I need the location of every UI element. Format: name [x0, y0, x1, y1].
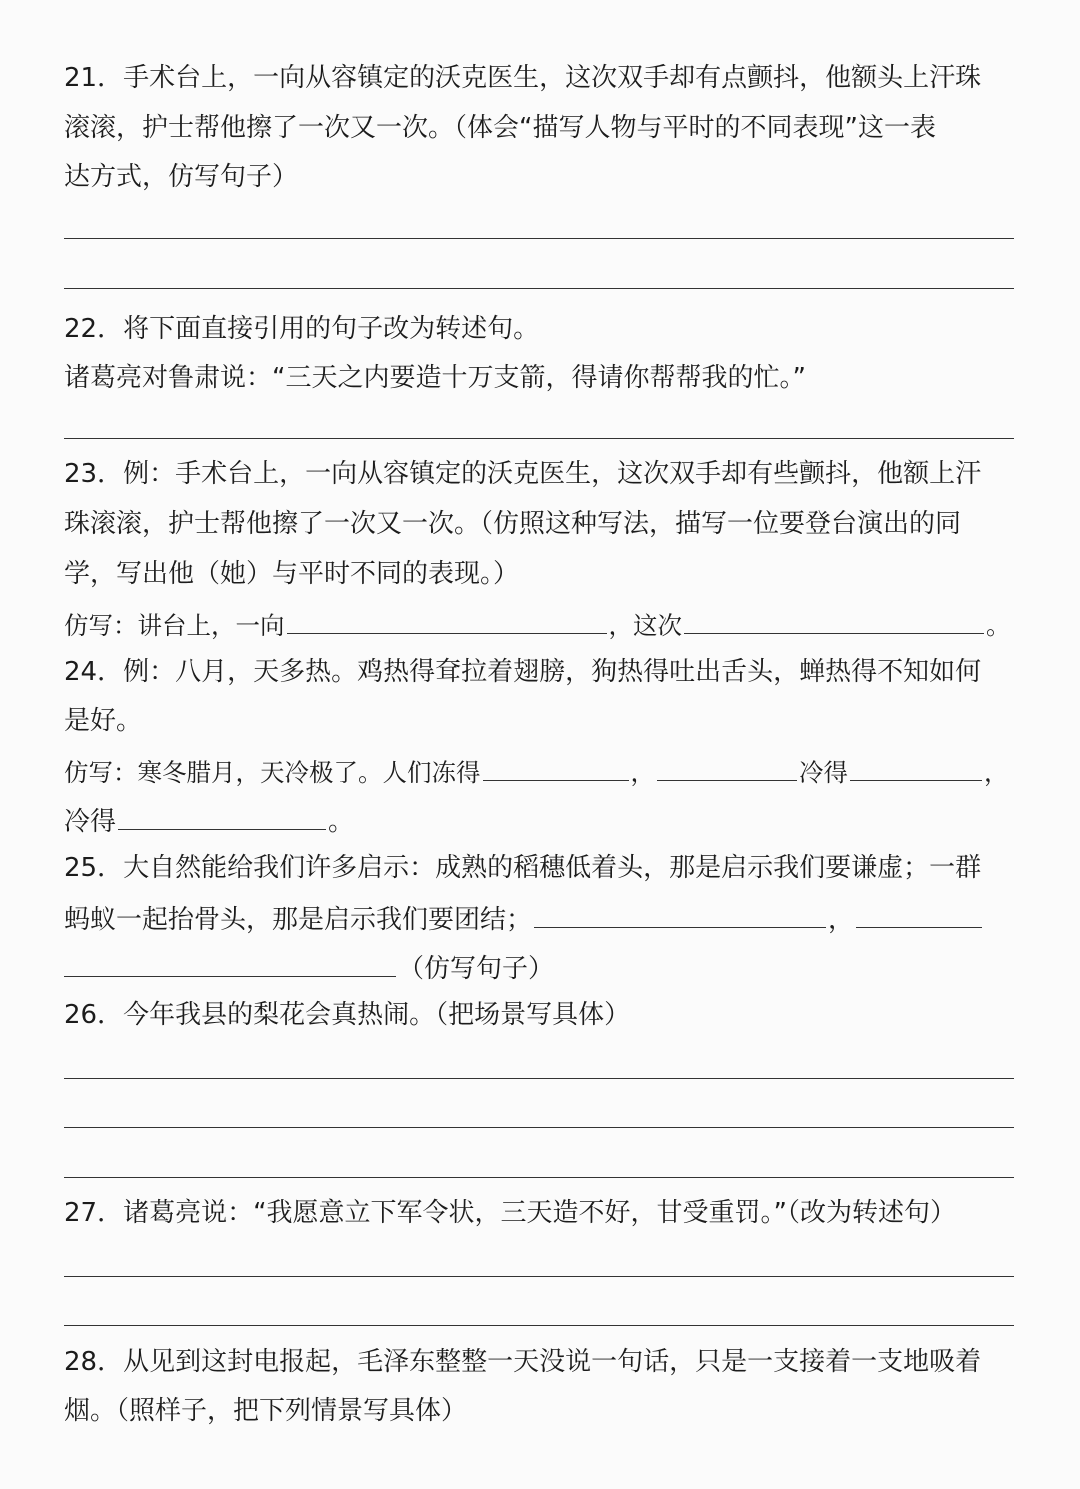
q23-fill-end: 。 [986, 611, 1011, 640]
q25-text-line-2 [64, 899, 1014, 938]
q25-text-line-2-body: 蚂蚁一起抬骨头，那是启示我们要团结； [64, 905, 533, 935]
q24-comma-2: ， [984, 758, 1009, 787]
q27-answer-line-2[interactable] [64, 1325, 1014, 1326]
q21-answer-line-1[interactable] [64, 238, 1014, 239]
q24-blank-3[interactable] [850, 752, 982, 781]
q24-cold-label-1: 冷得 [799, 758, 848, 787]
q23-blank-2[interactable] [684, 605, 984, 634]
q24-blank-4[interactable] [118, 801, 326, 830]
q26-answer-line-2[interactable] [64, 1127, 1014, 1128]
q25-comma: ， [828, 905, 855, 935]
q27-text-line-1: 27．诸葛亮说：“我愿意立下军令状，三天造不好，甘受重罚。”（改为转述句） [64, 1198, 957, 1228]
q24-fill-prefix: 仿写：寒冬腊月，天冷极了。人们冻得 [64, 758, 481, 787]
q22-text-line-2: 诸葛亮对鲁肃说：“三天之内要造十万支箭，得请你帮帮我的忙。” [64, 363, 806, 393]
q24-blank-1[interactable] [483, 752, 629, 781]
q25-blank-3[interactable] [64, 948, 396, 977]
q25-text-line-3 [64, 948, 1014, 987]
q25-blank-1[interactable] [534, 899, 826, 928]
q27-answer-line-1[interactable] [64, 1276, 1014, 1277]
q23-blank-1[interactable] [287, 605, 607, 634]
q21-answer-line-2[interactable] [64, 288, 1014, 289]
q26-answer-line-3[interactable] [64, 1177, 1014, 1178]
q23-text-line-2: 珠滚滚，护士帮他擦了一次又一次。（仿照这种写法，描写一位要登台演出的同 [64, 509, 962, 539]
q23-fill-prefix: 仿写：讲台上，一向 [64, 611, 285, 640]
q24-fill-end: 。 [328, 807, 355, 837]
q26-answer-line-1[interactable] [64, 1078, 1014, 1079]
q25-blank-2[interactable] [856, 899, 982, 928]
q24-cold-label-2: 冷得 [64, 807, 117, 837]
q22-answer-line[interactable] [64, 438, 1014, 439]
q23-fill-line [64, 605, 1014, 644]
q28-text-line-2: 烟。（照样子，把下列情景写具体） [64, 1396, 468, 1426]
q24-fill-line-1 [64, 752, 1014, 791]
q24-text-line-1: 24．例：八月，天多热。鸡热得耷拉着翅膀，狗热得吐出舌头，蝉热得不知如何 [64, 657, 982, 687]
q24-fill-line-2 [64, 801, 1014, 840]
q23-fill-mid: ，这次 [608, 611, 682, 640]
q21-text-line-3: 达方式，仿写句子） [64, 162, 299, 192]
q25-text-line-1: 25．大自然能给我们许多启示：成熟的稻穗低着头，那是启示我们要谦虚；一群 [64, 853, 982, 883]
q24-comma-1: ， [630, 758, 655, 787]
q28-text-line-1: 28．从见到这封电报起，毛泽东整整一天没说一句话，只是一支接着一支地吸着 [64, 1347, 982, 1377]
q21-text-line-2: 滚滚，护士帮他擦了一次又一次。（体会“描写人物与平时的不同表现”这一表 [64, 113, 936, 143]
q22-text-line-1: 22．将下面直接引用的句子改为转述句。 [64, 314, 540, 344]
q23-text-line-3: 学，写出他（她）与平时不同的表现。） [64, 559, 520, 589]
q25-tail: （仿写句子） [398, 954, 555, 984]
q23-text-line-1: 23．例：手术台上，一向从容镇定的沃克医生，这次双手却有些颤抖，他额上汗 [64, 459, 982, 489]
q21-text-line-1: 21．手术台上，一向从容镇定的沃克医生，这次双手却有点颤抖，他额头上汗珠 [64, 63, 982, 93]
q26-text-line-1: 26．今年我县的梨花会真热闹。（把场景写具体） [64, 1000, 631, 1030]
q24-blank-2[interactable] [657, 752, 797, 781]
q24-text-line-2: 是好。 [64, 706, 143, 736]
